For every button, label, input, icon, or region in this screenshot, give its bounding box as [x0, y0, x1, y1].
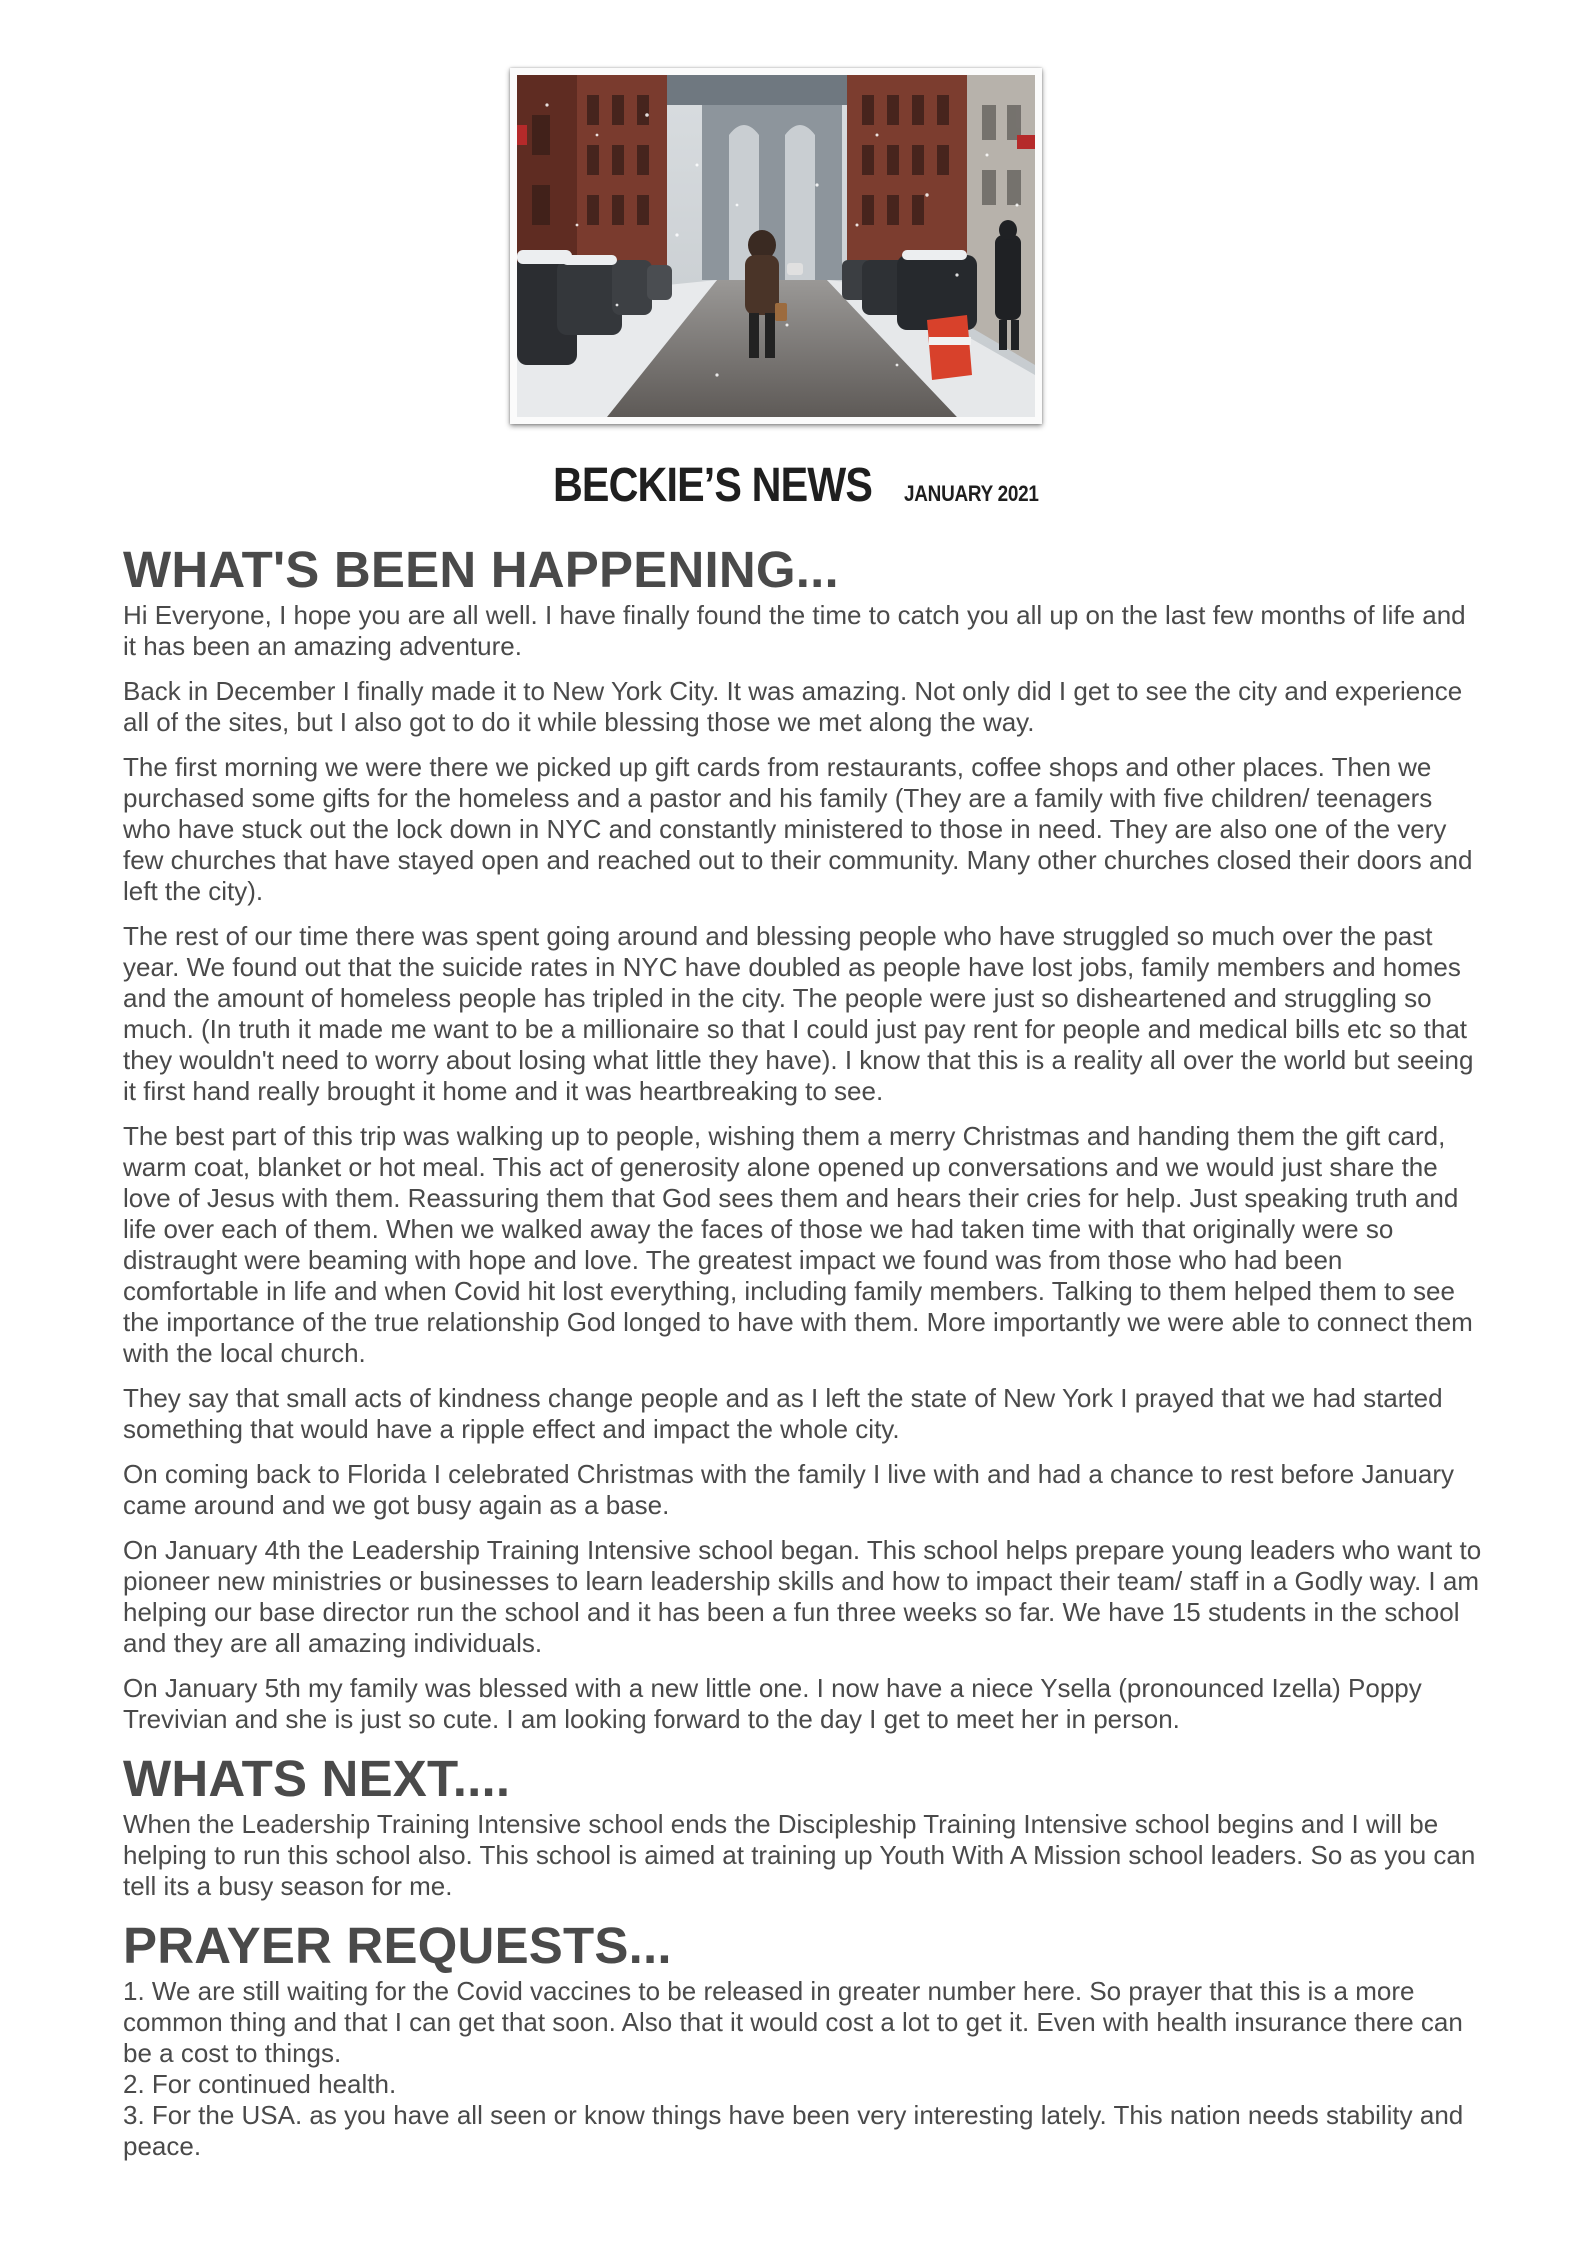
list-item: 3. For the USA. as you have all seen or know things have been very interesting lately. This nation needs stability and peace. [123, 2100, 1464, 2161]
newsletter-body [123, 540, 1483, 2162]
paragraph: They say that small acts of kindness change people and as I left the state of New York I prayed that we had started something that would have a ripple effect and impact the whole city. [123, 1383, 1443, 1444]
paragraph: On January 5th my family was blessed with a new little one. I now have a niece Ysella (pronounced Izella) Poppy Trevivian and she is just so cute. I am looking forward to the day I get to meet her in person. [123, 1673, 1422, 1734]
snowy-city-street-photo [517, 75, 1035, 417]
list-item: 1. We are still waiting for the Covid vaccines to be released in greater number here. So prayer that this is a more common thing and that I can get that soon. Also that it would cost a lot to get it. Even with health insurance there can be a cost to things. [123, 1976, 1463, 2068]
paragraph: Hi Everyone, I hope you are all well. I have finally found the time to catch you all up on the last few months of life and it has been an amazing adventure. [123, 600, 1466, 661]
paragraph: On coming back to Florida I celebrated Christmas with the family I live with and had a chance to rest before January came around and we got busy again as a base. [123, 1459, 1454, 1520]
section-heading: WHAT'S BEEN HAPPENING... [123, 541, 839, 598]
list-item: 2. For continued health. [123, 2069, 397, 2099]
header-photo [510, 68, 1042, 424]
section-heading: PRAYER REQUESTS... [123, 1917, 672, 1974]
section-whats-been-happening [123, 540, 1483, 1735]
section-whats-next [123, 1749, 1483, 1902]
paragraph: Back in December I finally made it to New York City. It was amazing. Not only did I get to see the city and experience all of the sites, but I also got to do it while blessing those we met along the way. [123, 676, 1463, 737]
prayer-request-list [123, 1976, 1483, 2162]
newsletter-title: BECKIE’S NEWS [553, 459, 873, 512]
paragraph: When the Leadership Training Intensive school ends the Discipleship Training Intensive school begins and I will be helping to run this school also. This school is aimed at training up Youth With A Mission school leaders. So as you can tell its a busy season for me. [123, 1809, 1476, 1901]
section-prayer-requests [123, 1916, 1483, 2162]
section-heading: WHATS NEXT.... [123, 1750, 511, 1807]
paragraph: On January 4th the Leadership Training Intensive school began. This school helps prepare young leaders who want to pioneer new ministries or businesses to learn leadership skills and how to impact their team/ staff in a Godly way. I am helping our base director run the school and it has been a fun three weeks so far. We have 15 students in the school and they are all amazing individuals. [123, 1535, 1482, 1658]
paragraph: The first morning we were there we picked up gift cards from restaurants, coffee shops and other places. Then we purchased some gifts for the homeless and a pastor and his family (They are a family with five children/ teenagers who have stuck out the lock down in NYC and constantly ministered to those in need. They are also one of the very few churches that have stayed open and reached out to their community. Many other churches closed their doors and left the city). [123, 752, 1473, 906]
newsletter-masthead [0, 458, 1588, 513]
newsletter-date: JANUARY 2021 [904, 481, 1039, 506]
paragraph: The best part of this trip was walking up to people, wishing them a merry Christmas and handing them the gift card, warm coat, blanket or hot meal. This act of generosity alone opened up conversations and we would just share the love of Jesus with them. Reassuring them that God sees them and hears their cries for help. Just speaking truth and life over each of them. When we walked away the faces of those we had taken time with that originally were so distraught were beaming with hope and love. The greatest impact we found was from those who had been comfortable in life and when Covid hit lost everything, including family members. Talking to them helped them to see the importance of the true relationship God longed to have with them. More importantly we were able to connect them with the local church. [123, 1121, 1473, 1368]
paragraph: The rest of our time there was spent going around and blessing people who have struggled so much over the past year. We found out that the suicide rates in NYC have doubled as people have lost jobs, family members and homes and the amount of homeless people has tripled in the city. The people were just so disheartened and struggling so much. (In truth it made me want to be a millionaire so that I could just pay rent for people and medical bills etc so that they wouldn't need to worry about losing what little they have). I know that this is a reality all over the world but seeing it first hand really brought it home and it was heartbreaking to see. [123, 921, 1474, 1106]
